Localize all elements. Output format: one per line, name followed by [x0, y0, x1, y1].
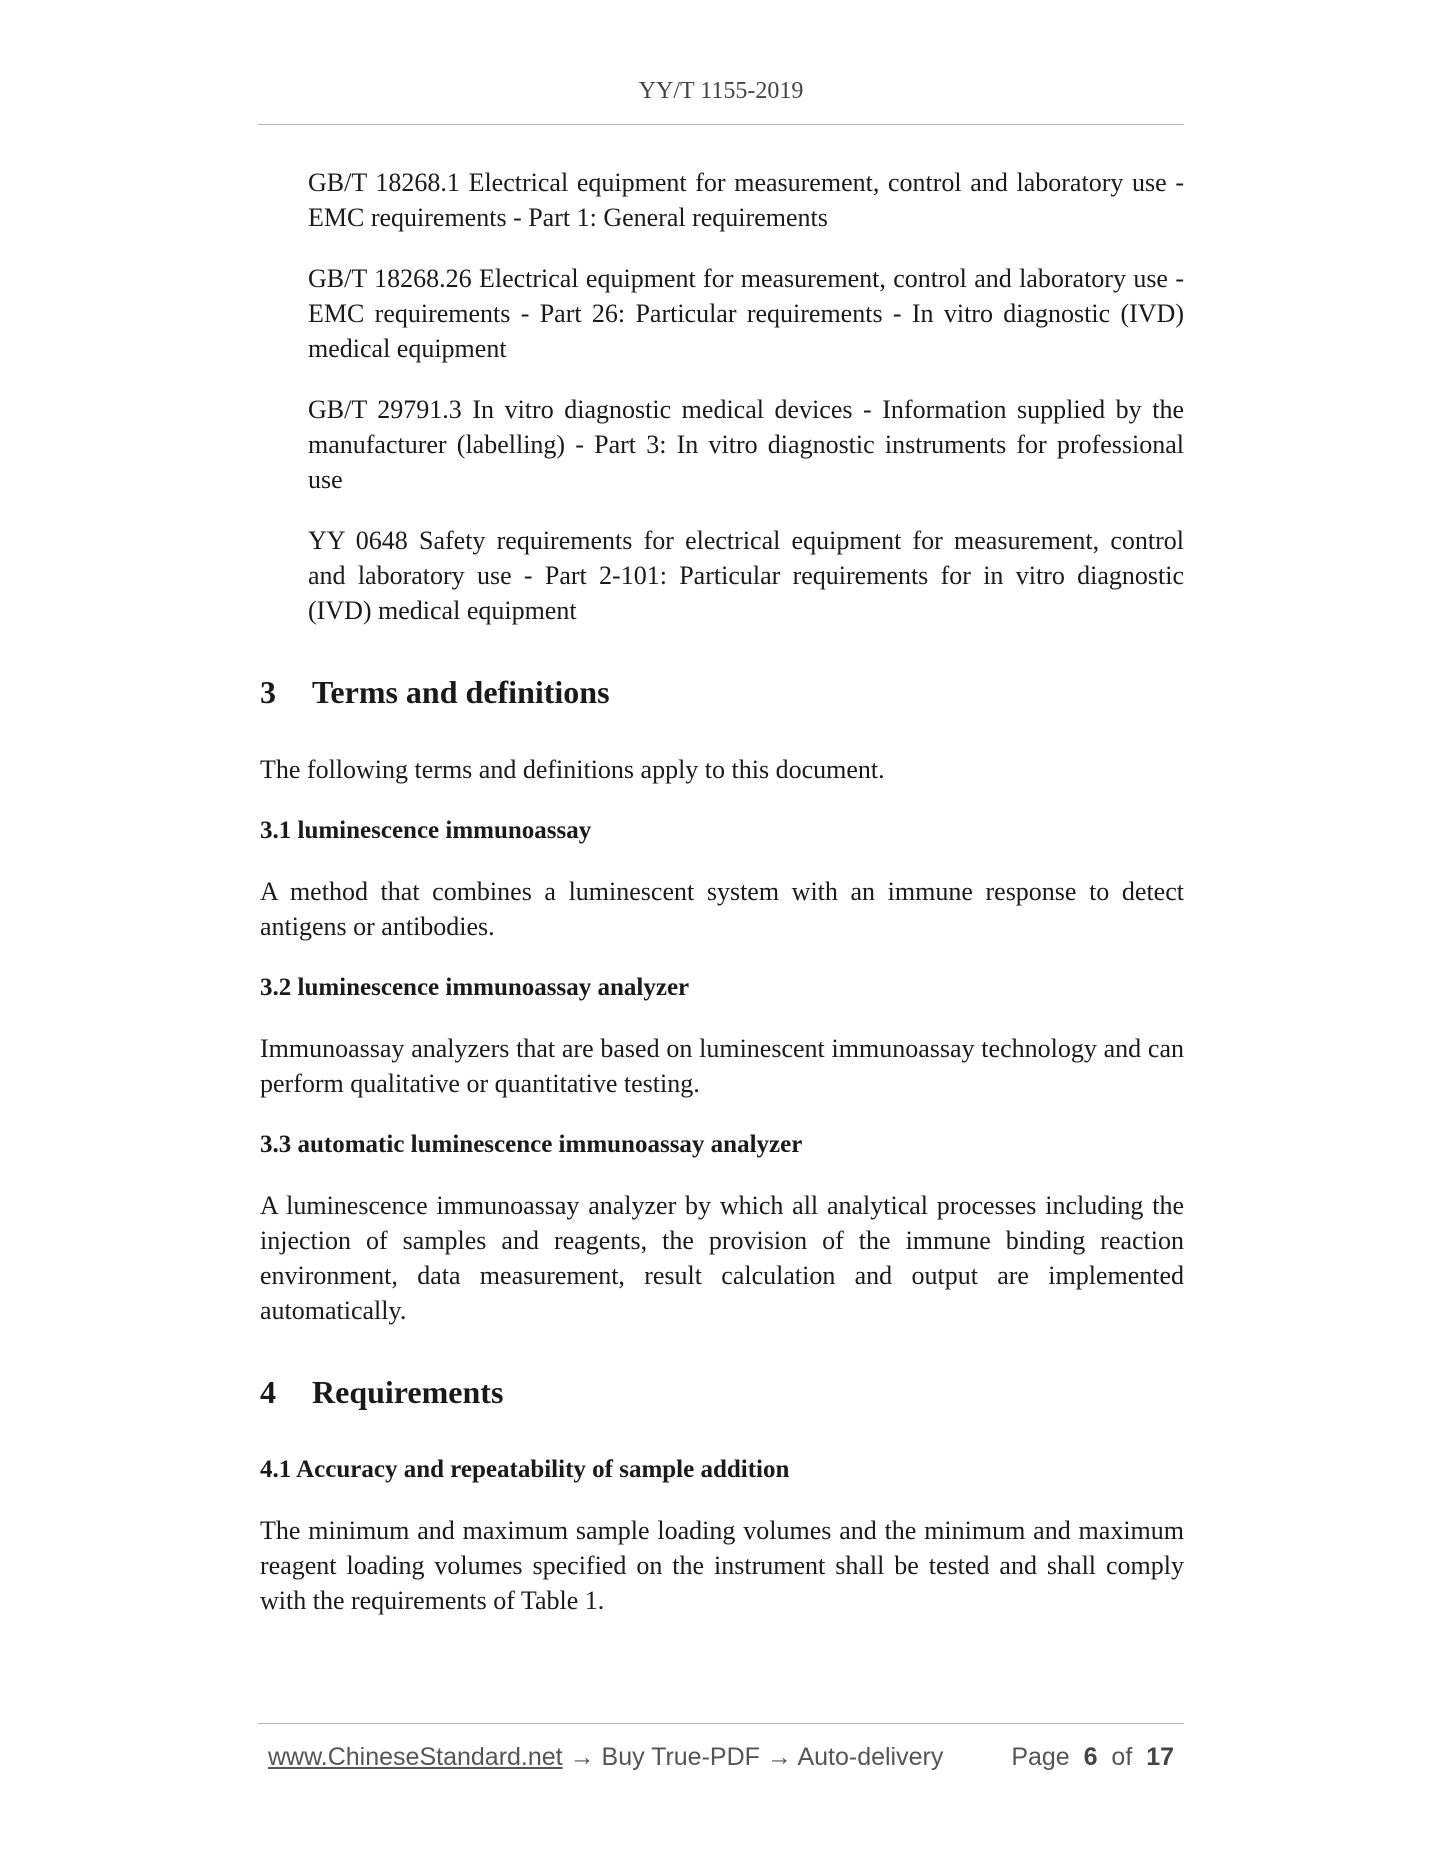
page-indicator — [1011, 1743, 1174, 1772]
arrow-right-icon: → — [569, 1743, 595, 1771]
subsection-heading: 4.1 Accuracy and repeatability of sample addition — [260, 1456, 790, 1483]
section-3-heading — [260, 672, 1184, 712]
page-label: Page — [1011, 1743, 1070, 1771]
auto-delivery-text: Auto-delivery — [797, 1743, 944, 1771]
term-definition: A method that combines a luminescent system with an immune response to detect antigens or antibodies. — [260, 877, 1184, 941]
reference-item: GB/T 29791.3 In vitro diagnostic medical devices - Information supplied by the manufacturer (labelling) - Part 3: In vitro diagnostic instruments for professional use — [308, 395, 1184, 494]
page-of: of — [1111, 1743, 1133, 1771]
reference-item: GB/T 18268.1 Electrical equipment for measurement, control and laboratory use - EMC requirements - Part 1: General requirements — [308, 168, 1184, 232]
section-number: 4 — [260, 1374, 276, 1410]
term-heading: 3.1 luminescence immunoassay — [260, 817, 592, 844]
page-total: 17 — [1146, 1743, 1174, 1771]
arrow-right-icon: → — [766, 1743, 792, 1771]
section-number: 3 — [260, 674, 276, 710]
footer-links — [268, 1743, 943, 1772]
reference-item: GB/T 18268.26 Electrical equipment for measurement, control and laboratory use - EMC requirements - Part 26: Particular requirements - In vitro diagnostic (IVD) medical equipment — [308, 264, 1184, 363]
term-heading: 3.2 luminescence immunoassay analyzer — [260, 974, 690, 1001]
page-current: 6 — [1083, 1743, 1098, 1771]
page-footer — [268, 1743, 1174, 1777]
term-heading: 3.3 automatic luminescence immunoassay analyzer — [260, 1131, 803, 1158]
section-3-intro: The following terms and definitions apply to this document. — [260, 755, 885, 784]
subsection-text: The minimum and maximum sample loading volumes and the minimum and maximum reagent loading volumes specified on the instrument shall be tested and shall comply with the requirements of Table 1. — [260, 1516, 1184, 1615]
website-link[interactable]: www.ChineseStandard.net — [268, 1743, 563, 1771]
section-4-heading — [260, 1372, 1184, 1412]
document-header: YY/T 1155-2019 — [638, 78, 804, 104]
term-definition: Immunoassay analyzers that are based on luminescent immunoassay technology and can perform qualitative or quantitative testing. — [260, 1034, 1184, 1098]
buy-pdf-text: Buy True-PDF — [601, 1743, 760, 1771]
reference-item: YY 0648 Safety requirements for electrical equipment for measurement, control and laboratory use - Part 2-101: Particular requirements for in vitro diagnostic (IVD) medical equipment — [308, 526, 1184, 625]
section-title: Requirements — [312, 1374, 504, 1410]
term-definition: A luminescence immunoassay analyzer by which all analytical processes including the injection of samples and reagents, the provision of the immune binding reaction environment, data measurement, result calculation and output are implemented automatically. — [260, 1191, 1184, 1325]
header-divider — [258, 124, 1184, 125]
document-body — [260, 165, 1184, 1644]
footer-divider — [258, 1723, 1184, 1724]
section-title: Terms and definitions — [312, 674, 610, 710]
